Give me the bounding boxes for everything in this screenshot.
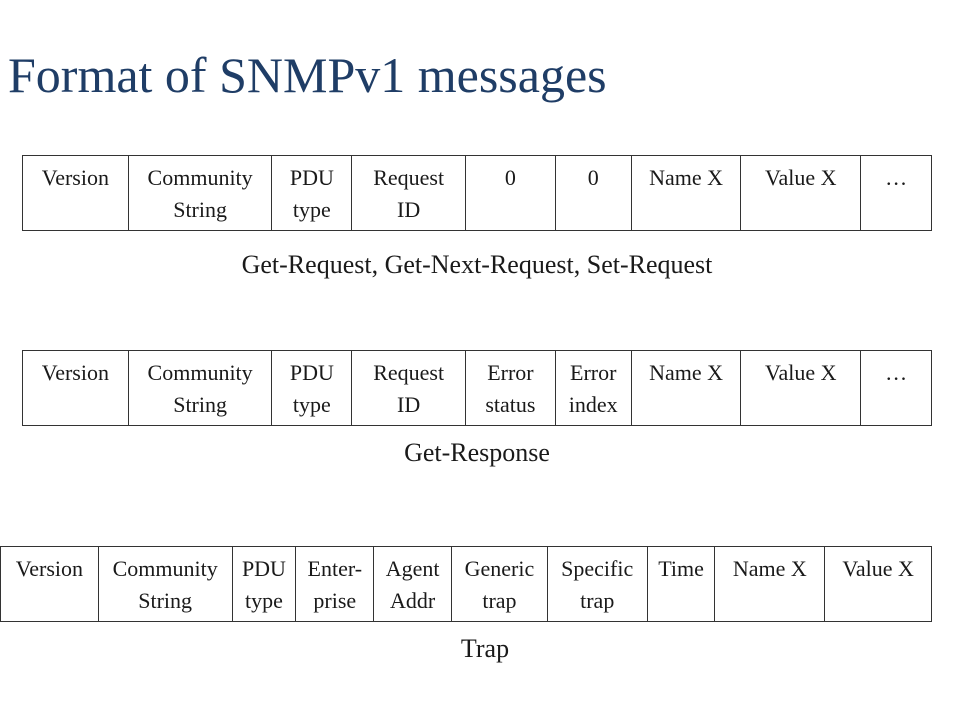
field-label-line: Name X bbox=[649, 165, 723, 190]
field-label-line: Request bbox=[373, 165, 445, 190]
field-label-line: Specific bbox=[561, 556, 634, 581]
trap-field-8 bbox=[715, 547, 825, 621]
get-request-caption: Get-Request, Get-Next-Request, Set-Request bbox=[241, 250, 713, 279]
get-field-4 bbox=[466, 156, 556, 230]
field-label-line: trap bbox=[482, 588, 517, 613]
get-response-caption: Get-Response bbox=[404, 438, 550, 467]
resp-field-8 bbox=[861, 351, 931, 425]
field-label-line: String bbox=[138, 588, 193, 613]
field-label-line: Generic bbox=[464, 556, 535, 581]
field-label-line: Enter- bbox=[307, 556, 363, 581]
get-field-2 bbox=[272, 156, 352, 230]
trap-field-6 bbox=[548, 547, 648, 621]
field-label-line: trap bbox=[580, 588, 615, 613]
field-label-line: Error bbox=[487, 360, 534, 385]
field-label-line: Value X bbox=[765, 165, 837, 190]
field-label-line: status bbox=[485, 392, 536, 417]
field-label-line: Version bbox=[15, 556, 83, 581]
trap-message-format bbox=[0, 546, 932, 622]
trap-field-5 bbox=[452, 547, 548, 621]
field-label-line: 0 bbox=[504, 165, 516, 190]
resp-field-7 bbox=[741, 351, 861, 425]
trap-field-7 bbox=[648, 547, 716, 621]
field-label-line: String bbox=[173, 197, 227, 222]
field-label-line: … bbox=[885, 165, 908, 190]
get-request-message-format bbox=[22, 155, 932, 231]
field-label-line: Version bbox=[41, 165, 109, 190]
get-field-1 bbox=[129, 156, 273, 230]
field-label-line: Value X bbox=[842, 556, 914, 581]
field-label-line: Value X bbox=[765, 360, 837, 385]
resp-field-5 bbox=[556, 351, 632, 425]
resp-field-2 bbox=[272, 351, 352, 425]
get-field-5 bbox=[556, 156, 632, 230]
field-label-line: type bbox=[245, 588, 283, 613]
field-label-line: PDU bbox=[289, 360, 334, 385]
trap-field-0 bbox=[1, 547, 99, 621]
trap-caption: Trap bbox=[460, 634, 510, 663]
get-field-0 bbox=[23, 156, 129, 230]
trap-field-2 bbox=[233, 547, 297, 621]
field-label-line: Agent bbox=[385, 556, 440, 581]
get-field-3 bbox=[352, 156, 466, 230]
trap-field-1 bbox=[99, 547, 233, 621]
trap-field-9 bbox=[825, 547, 931, 621]
field-label-line: PDU bbox=[241, 556, 286, 581]
field-label-line: Request bbox=[373, 360, 445, 385]
get-field-7 bbox=[741, 156, 861, 230]
field-label-line: Community bbox=[112, 556, 218, 581]
field-label-line: Community bbox=[147, 360, 253, 385]
field-label-line: Time bbox=[658, 556, 704, 581]
field-label-line: String bbox=[173, 392, 227, 417]
field-label-line: PDU bbox=[289, 165, 334, 190]
resp-field-4 bbox=[466, 351, 556, 425]
get-field-8 bbox=[861, 156, 931, 230]
field-label-line: index bbox=[568, 392, 618, 417]
trap-field-4 bbox=[374, 547, 452, 621]
field-label-line: Name X bbox=[649, 360, 723, 385]
resp-field-6 bbox=[632, 351, 742, 425]
slide-title: Format of SNMPv1 messages bbox=[8, 47, 607, 103]
resp-field-1 bbox=[129, 351, 273, 425]
field-label-line: Community bbox=[147, 165, 253, 190]
field-label-line: … bbox=[885, 360, 908, 385]
trap-field-3 bbox=[296, 547, 374, 621]
field-label-line: type bbox=[292, 197, 331, 222]
field-label-line: ID bbox=[397, 392, 421, 417]
field-label-line: 0 bbox=[587, 165, 599, 190]
field-label-line: ID bbox=[397, 197, 421, 222]
field-label-line: prise bbox=[313, 588, 357, 613]
get-field-6 bbox=[632, 156, 742, 230]
field-label-line: type bbox=[292, 392, 331, 417]
resp-field-0 bbox=[23, 351, 129, 425]
resp-field-3 bbox=[352, 351, 466, 425]
get-response-message-format bbox=[22, 350, 932, 426]
field-label-line: Name X bbox=[732, 556, 807, 581]
field-label-line: Version bbox=[41, 360, 109, 385]
field-label-line: Addr bbox=[390, 588, 436, 613]
field-label-line: Error bbox=[570, 360, 617, 385]
